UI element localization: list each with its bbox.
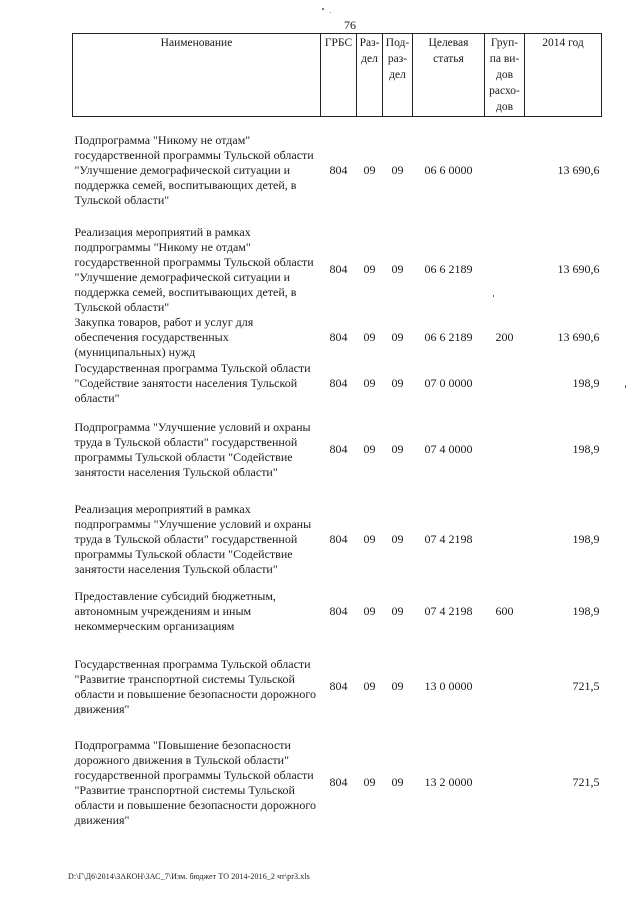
row-grbs: 804 bbox=[329, 775, 348, 789]
row-statya: 06 6 0000 bbox=[424, 163, 473, 178]
row-podrazdel: 09 bbox=[391, 532, 404, 546]
row-razdel: 09 bbox=[363, 775, 376, 789]
row-amount: 198,9 bbox=[572, 532, 600, 546]
row-vid bbox=[485, 213, 525, 315]
table-header-row bbox=[73, 34, 602, 117]
row-name: Подпрограмма "Улучшение условий и охраны труда в Тульской области" государственной программы Тульской области "Содействие занятости населения Тульской области" bbox=[74, 419, 311, 479]
row-statya: 06 6 2189 bbox=[424, 262, 473, 276]
row-name: Государственная программа Тульской области "Содействие занятости населения Тульской области" bbox=[74, 361, 311, 405]
header-podrazdel: Под-раз-дел bbox=[383, 34, 413, 117]
row-statya: 07 4 2198 bbox=[424, 532, 473, 546]
row-amount: 721,5 bbox=[572, 775, 600, 789]
row-vid bbox=[485, 117, 525, 213]
row-razdel: 09 bbox=[363, 532, 376, 546]
row-podrazdel: 09 bbox=[391, 376, 404, 390]
table-row bbox=[73, 408, 602, 492]
table-row bbox=[73, 315, 602, 360]
row-vid: 600 bbox=[495, 604, 514, 618]
row-statya: 13 2 0000 bbox=[424, 775, 473, 789]
row-name: Реализация мероприятий в рамках подпрограммы "Никому не отдам" государственной программы Тульской области "Улучшение демографической ситуации и поддержка семей, воспитывающих детей, в Тульской области" bbox=[74, 224, 314, 314]
row-amount: 13 690,6 bbox=[557, 163, 600, 178]
row-grbs: 804 bbox=[329, 329, 348, 344]
table-row bbox=[73, 492, 602, 588]
row-statya: 07 4 0000 bbox=[424, 442, 473, 456]
table-row bbox=[73, 726, 602, 828]
table-row bbox=[73, 636, 602, 726]
row-grbs: 804 bbox=[329, 163, 348, 178]
row-statya: 07 0 0000 bbox=[424, 376, 473, 390]
header-statya: Целевая статья bbox=[413, 34, 485, 117]
row-podrazdel: 09 bbox=[391, 775, 404, 789]
row-podrazdel: 09 bbox=[391, 163, 404, 178]
header-year: 2014 год bbox=[525, 34, 602, 117]
row-amount: 13 690,6 bbox=[557, 329, 600, 344]
row-vid bbox=[485, 360, 525, 408]
row-statya: 13 0 0000 bbox=[424, 679, 473, 693]
row-grbs: 804 bbox=[329, 532, 348, 546]
row-vid: 200 bbox=[495, 329, 514, 344]
row-razdel: 09 bbox=[363, 163, 376, 178]
row-name: Подпрограмма "Никому не отдам" государственной программы Тульской области "Улучшение демографической ситуации и поддержка семей, воспитывающих детей, в Тульской области" bbox=[74, 133, 314, 208]
row-razdel: 09 bbox=[363, 442, 376, 456]
header-vid: Груп-па ви-дов расхо-дов bbox=[485, 34, 525, 117]
table-row bbox=[73, 360, 602, 408]
row-amount: 198,9 bbox=[572, 376, 600, 390]
row-grbs: 804 bbox=[329, 262, 348, 276]
file-path-footer: D:\Г\Д6\2014\ЗАКОН\ЗАС_7\Изм. бюджет ТО 2014-2016_2 чт\pr3.xls bbox=[68, 872, 310, 881]
row-podrazdel: 09 bbox=[391, 604, 404, 618]
row-razdel: 09 bbox=[363, 679, 376, 693]
row-vid bbox=[485, 492, 525, 588]
row-podrazdel: 09 bbox=[391, 442, 404, 456]
row-amount: 198,9 bbox=[572, 442, 600, 456]
header-name: Наименование bbox=[73, 34, 321, 117]
row-statya: 06 6 2189 bbox=[424, 329, 473, 344]
header-grbs: ГРБС bbox=[321, 34, 357, 117]
budget-table bbox=[72, 33, 602, 828]
header-razdel: Раз-дел bbox=[357, 34, 383, 117]
row-vid bbox=[485, 726, 525, 828]
page-number: 76 bbox=[344, 18, 356, 32]
table-row bbox=[73, 588, 602, 636]
row-razdel: 09 bbox=[363, 376, 376, 390]
row-statya: 07 4 2198 bbox=[424, 604, 473, 618]
row-amount: 721,5 bbox=[572, 679, 600, 693]
row-vid bbox=[485, 408, 525, 492]
row-name: Реализация мероприятий в рамках подпрограммы "Улучшение условий и охраны труда в Тульской области" государственной программы Тульской области "Содействие занятости населения Тульской области" bbox=[74, 502, 312, 576]
row-grbs: 804 bbox=[329, 376, 348, 390]
row-name: Подпрограмма "Повышение безопасности дорожного движения в Тульской области" государственной программы Тульской области "Развитие транспортной системы Тульской области и повышение безопасности дорожного движения" bbox=[74, 737, 316, 827]
row-podrazdel: 09 bbox=[391, 679, 404, 693]
row-amount: 198,9 bbox=[572, 604, 600, 618]
row-vid bbox=[485, 636, 525, 726]
table-row bbox=[73, 213, 602, 315]
row-name: Государственная программа Тульской области "Развитие транспортной системы Тульской области и повышение безопасности дорожного движения" bbox=[74, 656, 316, 716]
row-razdel: 09 bbox=[363, 262, 376, 276]
row-name: Предоставление субсидий бюджетным, автономным учреждениям и иным некоммерческим организациям bbox=[74, 589, 276, 633]
row-grbs: 804 bbox=[329, 679, 348, 693]
row-name: Закупка товаров, работ и услуг для обеспечения государственных (муниципальных) нужд bbox=[74, 314, 254, 359]
row-grbs: 804 bbox=[329, 442, 348, 456]
row-razdel: 09 bbox=[363, 329, 376, 344]
row-podrazdel: 09 bbox=[391, 329, 404, 344]
table-row bbox=[73, 117, 602, 213]
row-amount: 13 690,6 bbox=[557, 262, 600, 276]
row-razdel: 09 bbox=[363, 604, 376, 618]
row-grbs: 804 bbox=[329, 604, 348, 618]
row-podrazdel: 09 bbox=[391, 262, 404, 276]
